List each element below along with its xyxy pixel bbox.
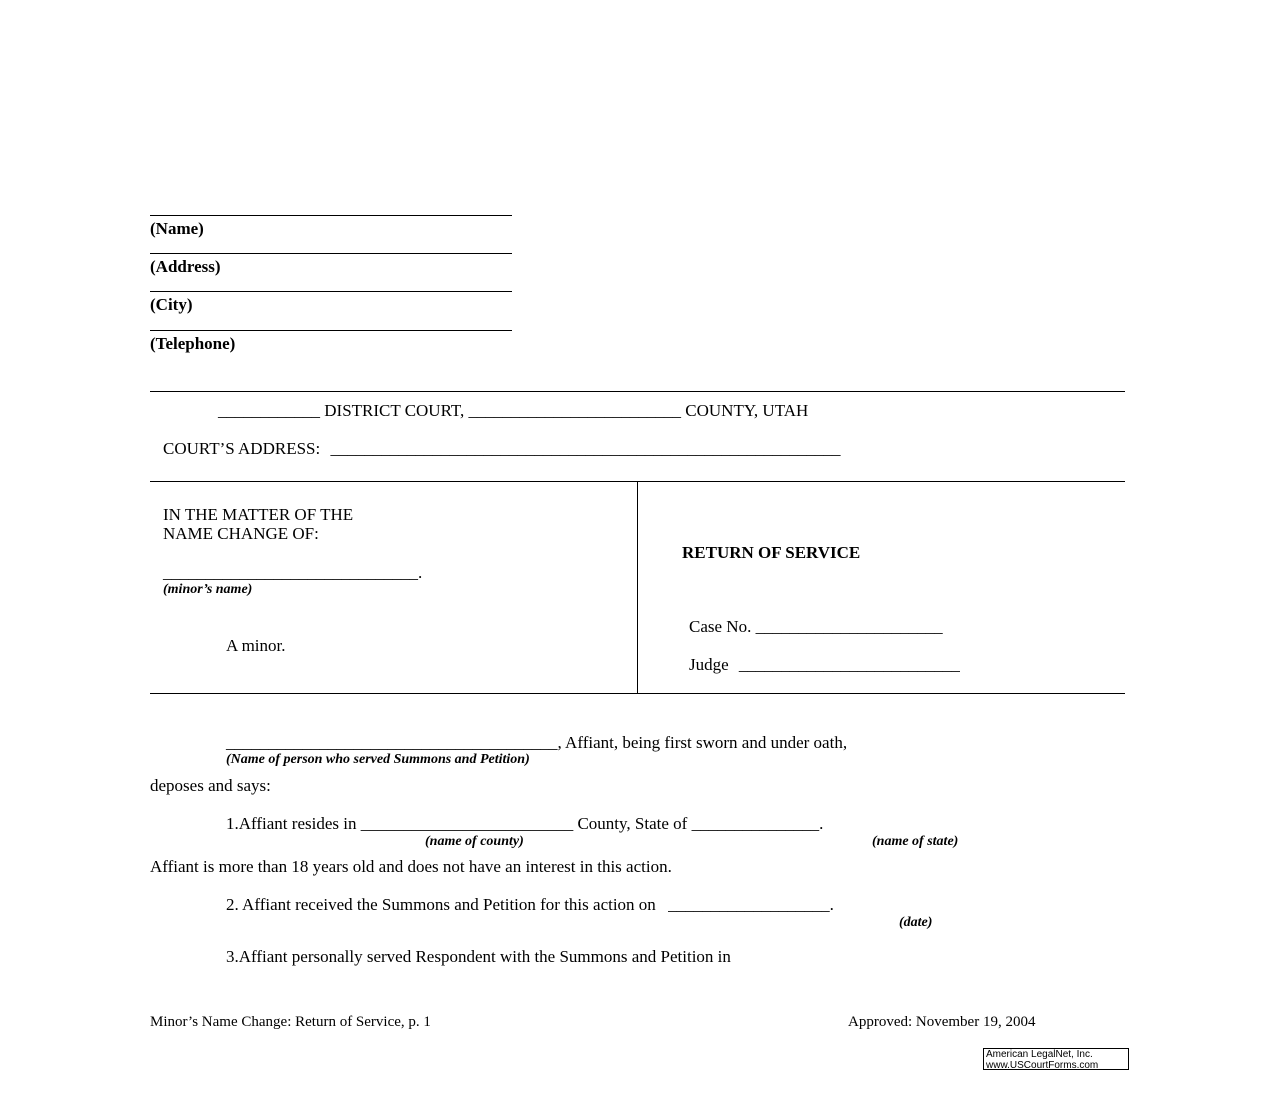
item-1-prefix: 1.Affiant resides in [226, 814, 357, 833]
court-address-label: COURT’S ADDRESS: [163, 439, 321, 458]
item-2-row [226, 895, 834, 915]
name-line[interactable] [150, 215, 512, 216]
county-blank-field[interactable]: _________________________ [360, 814, 574, 833]
badge-line-2: www.USCourtForms.com [986, 1060, 1099, 1071]
affiant-oath-text: , Affiant, being first sworn and under oath, [557, 733, 848, 752]
judge-label: Judge [689, 655, 729, 674]
state-blank-field[interactable]: _______________. [691, 814, 824, 833]
item-1-mid: County, State of [577, 814, 688, 833]
footer-left: Minor’s Name Change: Return of Service, p. 1 [150, 1014, 431, 1030]
date-hint: (date) [899, 915, 933, 930]
document-title: RETURN OF SERVICE [682, 543, 861, 562]
case-no-blank[interactable]: ______________________ [755, 617, 943, 636]
a-minor-label: A minor. [226, 636, 286, 655]
case-no-row [689, 617, 943, 637]
city-line[interactable] [150, 291, 512, 292]
minor-name-hint: (minor’s name) [163, 582, 253, 597]
court-name-line [218, 401, 808, 421]
court-address-blank[interactable]: ____________________________________________________________ [330, 439, 841, 458]
district-court-label: DISTRICT COURT, [324, 401, 465, 420]
caption-divider [637, 482, 638, 694]
item-1-row [226, 814, 823, 834]
city-label: (City) [150, 295, 193, 314]
date-blank-field[interactable]: ___________________. [668, 895, 834, 914]
address-label: (Address) [150, 257, 221, 276]
judge-row [689, 655, 960, 675]
footer-right: Approved: November 19, 2004 [848, 1014, 1036, 1030]
county-hint: (name of county) [425, 834, 524, 849]
court-address-row [163, 439, 840, 459]
caption-bottom-rule [150, 693, 1125, 694]
legalnet-badge[interactable] [983, 1048, 1129, 1070]
state-hint: (name of state) [872, 834, 959, 849]
county-blank[interactable]: _________________________ [468, 401, 682, 420]
item-3-text: 3.Affiant personally served Respondent with the Summons and Petition in [226, 947, 731, 966]
district-blank[interactable]: ____________ [218, 401, 320, 420]
telephone-label: (Telephone) [150, 334, 236, 353]
case-no-label: Case No. [689, 617, 752, 636]
address-line[interactable] [150, 253, 512, 254]
item-1-continuation: Affiant is more than 18 years old and does not have an interest in this action. [150, 857, 672, 876]
telephone-line[interactable] [150, 330, 512, 331]
minor-name-blank[interactable]: ______________________________. [163, 563, 423, 582]
judge-blank[interactable]: __________________________ [738, 655, 960, 674]
affiant-name-hint: (Name of person who served Summons and Petition) [226, 752, 530, 767]
deposes-text: deposes and says: [150, 776, 271, 795]
county-utah-label: COUNTY, UTAH [685, 401, 809, 420]
court-top-rule [150, 391, 1125, 392]
matter-line-2: NAME CHANGE OF: [163, 524, 319, 543]
name-label: (Name) [150, 219, 204, 238]
affiant-name-blank[interactable]: _______________________________________ [226, 733, 558, 752]
matter-line-1: IN THE MATTER OF THE [163, 505, 354, 524]
affiant-row [226, 733, 847, 753]
item-2-text: 2. Affiant received the Summons and Petition for this action on [226, 895, 656, 914]
badge-line-1: American LegalNet, Inc. [986, 1049, 1093, 1060]
